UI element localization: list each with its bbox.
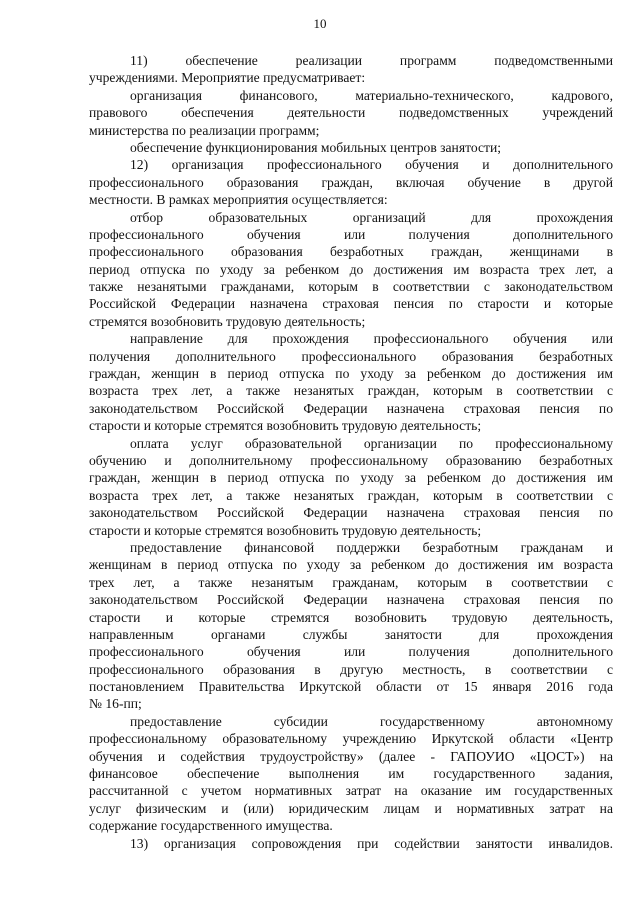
- text-line: услуг физическим и (или) юридическим лицам и нормативных затрат на: [89, 800, 613, 816]
- text-line: Российской Федерации назначена страховая пенсия по старости и которые: [89, 296, 613, 312]
- text-line: обеспечение функционирования мобильных центров занятости;: [130, 139, 502, 155]
- text-line: направленным органами службы занятости для прохождения: [89, 626, 613, 642]
- text-line: возраста трех лет, а также незанятых граждан, которым в соответствии с: [89, 487, 613, 503]
- text-line: законодательством Российской Федерации назначена страховая пенсия по: [89, 505, 613, 521]
- text-line: № 16-пп;: [89, 696, 142, 712]
- text-line: 11) обеспечение реализации программ подведомственными: [130, 53, 613, 68]
- text-line: постановлением Правительства Иркутской области от 15 января 2016 года: [89, 679, 613, 695]
- text-line: организация финансового, материально-технического, кадрового,: [130, 87, 613, 103]
- text-line: возраста трех лет, а также незанятых граждан, которым в соответствии с: [89, 383, 613, 399]
- text-line: законодательством Российской Федерации назначена страховая пенсия по: [89, 400, 613, 416]
- text-line: финансовое обеспечение выполнения им государственного задания,: [89, 766, 613, 782]
- text-line: профессионального обучения или получения дополнительного: [89, 226, 613, 242]
- text-line: учреждениями. Мероприятие предусматривает:: [89, 70, 366, 86]
- text-line: граждан, женщин в период отпуска по уходу за ребенком до достижения им: [89, 470, 613, 486]
- text-line: правового обеспечения деятельности подведомственных учреждений: [89, 105, 613, 121]
- text-line: трех лет, а также незанятым гражданам, которым в соответствии с: [89, 574, 613, 590]
- text-line: старости и которые стремятся возобновить трудовую деятельность;: [89, 522, 482, 538]
- text-line: получения дополнительного профессионального образования безработных: [89, 348, 613, 364]
- text-line: местности. В рамках мероприятия осуществляется:: [89, 192, 388, 208]
- text-line: профессиональному образовательному учреждению Иркутской области «Центр: [89, 731, 613, 747]
- text-line: оплата услуг образовательной организации по профессиональному: [130, 435, 613, 451]
- text-line: предоставление финансовой поддержки безработным гражданам и: [130, 539, 613, 555]
- text-line: профессионального обучения или получения дополнительного: [89, 644, 613, 660]
- page-number: 10: [313, 16, 327, 31]
- text-line: отбор образовательных организаций для прохождения: [130, 209, 613, 225]
- text-line: предоставление субсидии государственному автономному: [130, 713, 613, 729]
- text-line: профессионального образования в другую местность, в соответствии с: [89, 661, 613, 677]
- text-line: рассчитанной с учетом нормативных затрат на оказание им государственных: [89, 783, 613, 799]
- text-line: граждан, женщин в период отпуска по уходу за ребенком до достижения им: [89, 366, 613, 382]
- text-line: содержание государственного имущества.: [89, 818, 333, 834]
- document-body: [89, 52, 613, 852]
- text-line: министерства по реализации программ;: [89, 122, 320, 138]
- text-line: профессионального образования безработных граждан, женщинами в: [89, 244, 613, 260]
- text-line: женщинам в период отпуска по уходу за ребенком до достижения им возраста: [89, 557, 613, 573]
- text-line: также незанятыми гражданами, которым в соответствии с законодательством: [89, 279, 613, 295]
- text-line: стремятся возобновить трудовую деятельность;: [89, 313, 366, 329]
- text-line: старости и которые стремятся возобновить трудовую деятельность,: [89, 609, 613, 625]
- text-line: обучению и дополнительному профессиональному образованию безработных: [89, 452, 613, 468]
- text-line: 12) организация профессионального обучения и дополнительного: [130, 157, 613, 173]
- text-line: направление для прохождения профессионального обучения или: [130, 331, 613, 347]
- text-line: 13) организация сопровождения при содействии занятости инвалидов.: [130, 835, 613, 851]
- text-line: обучения и содействия трудоустройству» (далее - ГАПОУИО «ЦОСТ») на: [89, 748, 613, 764]
- text-line: профессионального образования граждан, включая обучение в другой: [89, 174, 613, 190]
- text-line: законодательством Российской Федерации назначена страховая пенсия по: [89, 592, 613, 608]
- text-line: период отпуска по уходу за ребенком до достижения им возраста трех лет, а: [89, 261, 613, 277]
- text-line: старости и которые стремятся возобновить трудовую деятельность;: [89, 418, 482, 434]
